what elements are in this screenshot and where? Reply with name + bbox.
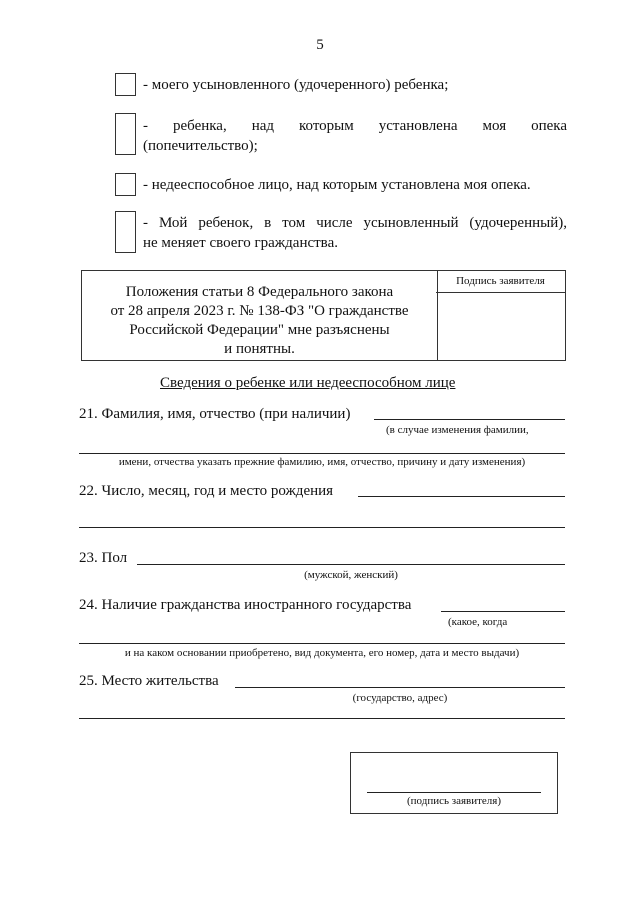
field-24-label: 24. Наличие гражданства иностранного государства — [79, 597, 412, 613]
checkbox-guardianship-child[interactable] — [115, 113, 136, 155]
law-acknowledgement-box — [81, 270, 438, 361]
field-22-input-line[interactable] — [358, 496, 565, 497]
option-child-keeps-citizenship-line2: не меняет своего гражданства. — [143, 235, 338, 251]
field-21-label: 21. Фамилия, имя, отчество (при наличии) — [79, 406, 351, 422]
checkbox-adopted-child[interactable] — [115, 73, 136, 96]
checkbox-child-keeps-citizenship[interactable] — [115, 211, 136, 253]
option-child-keeps-citizenship-line1: - Мой ребенок, в том числе усыновленный (удочеренный), — [143, 215, 567, 231]
field-21-input-line[interactable] — [374, 419, 565, 420]
option-guardianship-child-line2: (попечительство); — [143, 138, 258, 154]
law-text-line1: Положения статьи 8 Федерального закона — [125, 284, 394, 300]
field-21-hint1: (в случае изменения фамилии, — [386, 424, 529, 436]
checkbox-incapacitated-person[interactable] — [115, 173, 136, 196]
page-number: 5 — [316, 37, 324, 53]
field-23-input-line[interactable] — [137, 564, 565, 565]
field-25-input-line[interactable] — [235, 687, 565, 688]
field-24-input-line[interactable] — [441, 611, 565, 612]
signature-cell[interactable] — [436, 270, 566, 361]
field-24-hint2: и на каком основании приобретено, вид документа, его номер, дата и место выдачи) — [124, 647, 520, 659]
law-text-line2: от 28 апреля 2023 г. № 138-ФЗ "О гражданстве — [110, 303, 409, 319]
option-incapacitated-person-text: - недееспособное лицо, над которым установлена моя опека. — [143, 177, 531, 193]
field-24-input-line2[interactable] — [79, 643, 565, 644]
field-22-input-line2[interactable] — [79, 527, 565, 528]
applicant-signature-box[interactable] — [350, 752, 558, 814]
field-21-input-line2[interactable] — [79, 453, 565, 454]
field-23-hint: (мужской, женский) — [304, 569, 398, 581]
field-25-hint: (государство, адрес) — [352, 692, 448, 704]
signature-cell-header: Подпись заявителя — [436, 275, 565, 293]
field-25-label: 25. Место жительства — [79, 673, 219, 689]
option-guardianship-child-line1: - ребенка, над которым установлена моя опека — [143, 118, 567, 134]
field-21-hint2: имени, отчества указать прежние фамилию, имя, отчество, причину и дату изменения) — [118, 456, 526, 468]
applicant-signature-line[interactable] — [367, 792, 541, 793]
field-24-hint1: (какое, когда — [448, 616, 508, 628]
law-text-line3: Российской Федерации" мне разъяснены — [129, 322, 390, 338]
field-23-label: 23. Пол — [79, 550, 128, 566]
field-22-label: 22. Число, месяц, год и место рождения — [79, 483, 334, 499]
applicant-signature-caption: (подпись заявителя) — [406, 795, 502, 807]
field-25-input-line2[interactable] — [79, 718, 565, 719]
section-title: Сведения о ребенке или недееспособном лице — [160, 375, 456, 391]
option-adopted-child-text: - моего усыновленного (удочеренного) ребенка; — [143, 77, 449, 93]
law-text-line4: и понятны. — [224, 341, 295, 357]
